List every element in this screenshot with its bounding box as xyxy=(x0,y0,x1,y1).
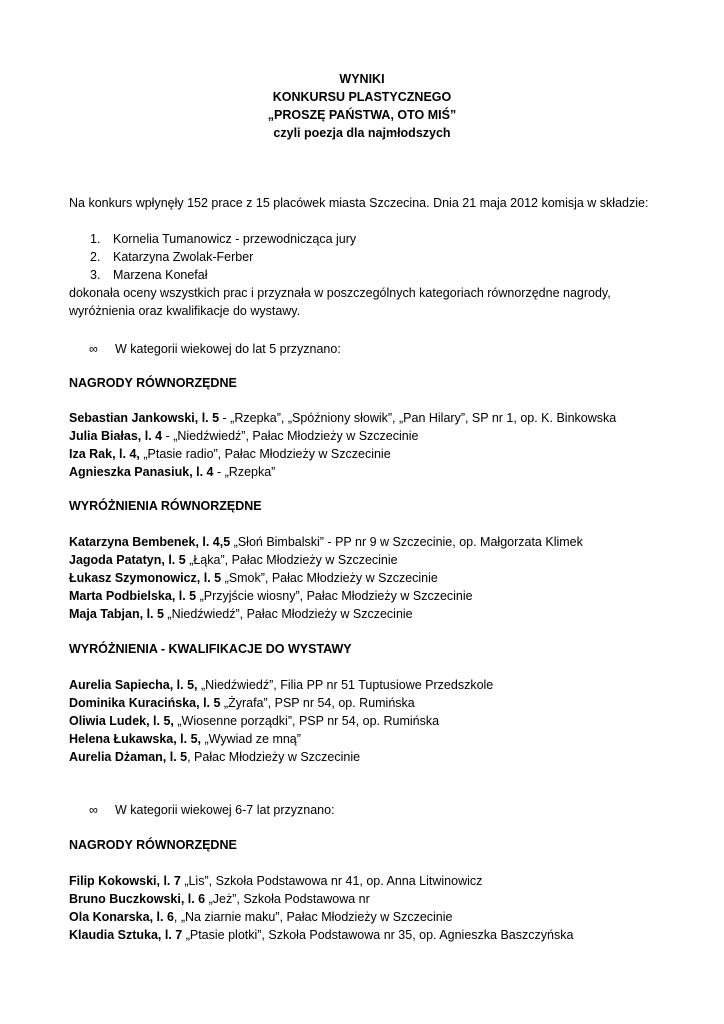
list-item: Oliwia Ludek, l. 5, „Wiosenne porządki”, PSP nr 54, op. Rumińska xyxy=(69,714,440,728)
list-item: Aurelia Dżaman, l. 5, Pałac Młodzieży w Szczecinie xyxy=(69,750,361,764)
section-heading: WYRÓŻNIENIA RÓWNORZĘDNE xyxy=(69,499,262,513)
infinity-bullet-icon: ∞ xyxy=(89,803,98,817)
jury-item: 2. Katarzyna Zwolak-Ferber xyxy=(90,250,254,264)
after-jury-paragraph: dokonała oceny wszystkich prac i przyznała w poszczególnych kategoriach równorzędne nagrody, wyróżnienia oraz kwalifikacje do wystawy. xyxy=(69,286,611,318)
qualifications-list xyxy=(69,676,493,766)
section-heading: WYRÓŻNIENIA - KWALIFIKACJE DO WYSTAWY xyxy=(69,642,352,656)
list-item: Marta Podbielska, l. 5 „Przyjście wiosny”, Pałac Młodzieży w Szczecinie xyxy=(69,589,473,603)
list-item: Łukasz Szymonowicz, l. 5 „Smok”, Pałac Młodzieży w Szczecinie xyxy=(69,571,438,585)
jury-list xyxy=(90,230,356,284)
list-item: Agnieszka Panasiuk, l. 4 - „Rzepka” xyxy=(69,465,276,479)
title-line: WYNIKI xyxy=(339,72,385,86)
jury-item: 1. Kornelia Tumanowicz - przewodnicząca jury xyxy=(90,232,357,246)
list-item: Dominika Kuracińska, l. 5 „Żyrafa”, PSP nr 54, op. Rumińska xyxy=(69,696,415,710)
list-item: Bruno Buczkowski, l. 6 „Jeż”, Szkoła Podstawowa nr xyxy=(69,892,370,906)
category-bullet: ∞ W kategorii wiekowej do lat 5 przyznano: xyxy=(89,342,341,356)
list-item: Helena Łukawska, l. 5, „Wywiad ze mną” xyxy=(69,732,301,746)
list-item: Jagoda Patatyn, l. 5 „Łąka”, Pałac Młodzieży w Szczecinie xyxy=(69,553,398,567)
awards-list xyxy=(69,872,573,944)
list-item: Sebastian Jankowski, l. 5 - „Rzepka”, „Spóźniony słowik”, „Pan Hilary”, SP nr 1, op. K. Binkowska xyxy=(69,411,617,425)
list-item: Julia Białas, l. 4 - „Niedźwiedź”, Pałac Młodzieży w Szczecinie xyxy=(69,429,419,443)
document-title xyxy=(0,70,724,142)
distinctions-list xyxy=(69,533,583,623)
list-item: Klaudia Sztuka, l. 7 „Ptasie plotki”, Szkoła Podstawowa nr 35, op. Agnieszka Baszczyńska xyxy=(69,928,574,942)
list-item: Iza Rak, l. 4, „Ptasie radio”, Pałac Młodzieży w Szczecinie xyxy=(69,447,391,461)
infinity-bullet-icon: ∞ xyxy=(89,342,98,356)
section-heading: NAGRODY RÓWNORZĘDNE xyxy=(69,376,237,390)
section-heading: NAGRODY RÓWNORZĘDNE xyxy=(69,838,237,852)
intro-paragraph: Na konkurs wpłynęły 152 prace z 15 placówek miasta Szczecina. Dnia 21 maja 2012 komisja w składzie: xyxy=(69,196,649,210)
list-item: Maja Tabjan, l. 5 „Niedźwiedź”, Pałac Młodzieży w Szczecinie xyxy=(69,607,413,621)
awards-list xyxy=(69,409,616,481)
jury-item: 3. Marzena Konefał xyxy=(90,268,208,282)
title-line: KONKURSU PLASTYCZNEGO xyxy=(272,90,452,104)
list-item: Ola Konarska, l. 6, „Na ziarnie maku”, Pałac Młodzieży w Szczecinie xyxy=(69,910,453,924)
list-item: Katarzyna Bembenek, l. 4,5 „Słoń Bimbalski” - PP nr 9 w Szczecinie, op. Małgorzata Klimek xyxy=(69,535,583,549)
title-line: „PROSZĘ PAŃSTWA, OTO MIŚ” xyxy=(267,108,457,122)
list-item: Filip Kokowski, l. 7 „Lis”, Szkoła Podstawowa nr 41, op. Anna Litwinowicz xyxy=(69,874,483,888)
list-item: Aurelia Sapiecha, l. 5, „Niedźwiedź”, Filia PP nr 51 Tuptusiowe Przedszkole xyxy=(69,678,494,692)
title-line: czyli poezja dla najmłodszych xyxy=(273,126,451,140)
category-bullet: ∞ W kategorii wiekowej 6-7 lat przyznano: xyxy=(89,803,335,817)
